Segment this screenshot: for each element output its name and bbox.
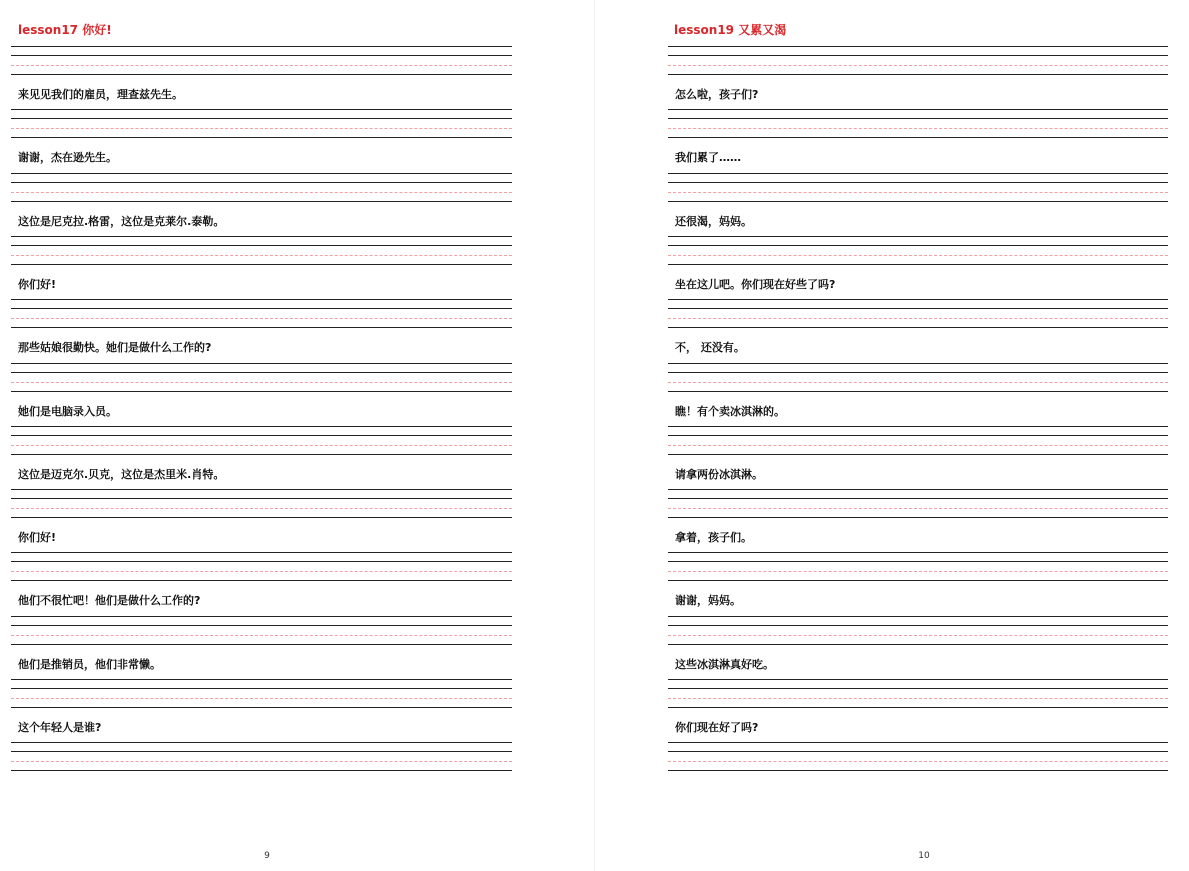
guide-line-red <box>668 698 1168 699</box>
guide-line <box>668 173 1168 174</box>
guide-line <box>668 264 1168 265</box>
guide-line <box>668 245 1168 246</box>
guide-line <box>668 363 1168 364</box>
sentence: 这位是尼克拉.格雷，这位是克莱尔.泰勒。 <box>18 214 225 228</box>
guide-line <box>11 245 512 246</box>
sentence: 怎么啦，孩子们? <box>675 88 759 101</box>
guide-line <box>11 751 512 752</box>
lesson-title: lesson19 又累又渴 <box>674 23 787 37</box>
guide-line <box>11 679 512 680</box>
guide-line-red <box>11 698 512 699</box>
guide-line-red <box>11 761 512 762</box>
guide-line <box>11 489 512 490</box>
guide-line <box>668 118 1168 119</box>
guide-line <box>11 688 512 689</box>
guide-line <box>668 137 1168 138</box>
guide-line-red <box>668 192 1168 193</box>
guide-line <box>668 454 1168 455</box>
guide-line <box>668 751 1168 752</box>
page-number: 9 <box>264 851 270 861</box>
guide-line <box>668 435 1168 436</box>
guide-line <box>11 363 512 364</box>
guide-line-red <box>668 382 1168 383</box>
guide-line <box>11 46 512 47</box>
guide-line <box>11 173 512 174</box>
guide-line <box>11 201 512 202</box>
sentence: 你们好! <box>18 531 57 545</box>
guide-line <box>11 426 512 427</box>
sentence: 这位是迈克尔.贝克，这位是杰里米.肖特。 <box>18 467 225 481</box>
guide-line <box>668 201 1168 202</box>
guide-line <box>11 770 512 771</box>
guide-line <box>11 580 512 581</box>
sentence: 谢谢，妈妈。 <box>675 594 741 608</box>
sentence: 谢谢，杰在逊先生。 <box>18 151 117 165</box>
guide-line <box>11 327 512 328</box>
sentence: 你们好! <box>18 277 57 291</box>
guide-line-red <box>668 318 1168 319</box>
guide-line <box>11 498 512 499</box>
guide-line <box>11 137 512 138</box>
guide-line-red <box>11 382 512 383</box>
guide-line-red <box>668 508 1168 509</box>
sentence: 来见见我们的雇员，理查兹先生。 <box>18 88 183 101</box>
guide-line <box>668 46 1168 47</box>
guide-line-red <box>11 508 512 509</box>
guide-line <box>668 561 1168 562</box>
guide-line <box>668 552 1168 553</box>
page-number: 10 <box>918 851 930 861</box>
guide-line <box>668 55 1168 56</box>
guide-line <box>668 74 1168 75</box>
guide-line <box>668 182 1168 183</box>
guide-line <box>668 644 1168 645</box>
sentence: 瞧！有个卖冰淇淋的。 <box>675 404 785 418</box>
sentence: 那些姑娘很勤快。她们是做什么工作的? <box>18 341 212 355</box>
guide-line <box>668 299 1168 300</box>
guide-line <box>668 489 1168 490</box>
guide-line <box>668 517 1168 518</box>
guide-line <box>668 616 1168 617</box>
guide-line <box>11 372 512 373</box>
guide-line <box>11 644 512 645</box>
guide-line <box>668 742 1168 743</box>
guide-line <box>11 616 512 617</box>
guide-line <box>668 625 1168 626</box>
guide-line <box>11 707 512 708</box>
guide-line <box>668 498 1168 499</box>
sentence: 他们不很忙吧！他们是做什么工作的? <box>18 594 201 608</box>
guide-line <box>11 236 512 237</box>
sentence: 她们是电脑录入员。 <box>18 404 117 418</box>
guide-line <box>668 770 1168 771</box>
guide-line-red <box>668 65 1168 66</box>
sentence: 还很渴，妈妈。 <box>675 214 752 228</box>
guide-line <box>11 561 512 562</box>
guide-line <box>11 109 512 110</box>
guide-line <box>668 109 1168 110</box>
guide-line-red <box>11 571 512 572</box>
guide-line-red <box>668 761 1168 762</box>
guide-line <box>11 625 512 626</box>
guide-line <box>11 517 512 518</box>
guide-line <box>668 308 1168 309</box>
right-page <box>595 0 1189 871</box>
guide-line-red <box>11 192 512 193</box>
lesson-title: lesson17 你好! <box>18 23 112 37</box>
guide-line-red <box>11 635 512 636</box>
guide-line-red <box>11 445 512 446</box>
guide-line <box>11 74 512 75</box>
guide-line-red <box>11 255 512 256</box>
guide-line-red <box>11 318 512 319</box>
guide-line <box>11 391 512 392</box>
guide-line <box>668 679 1168 680</box>
guide-line-red <box>668 255 1168 256</box>
guide-line <box>11 742 512 743</box>
guide-line-red <box>668 571 1168 572</box>
guide-line <box>11 299 512 300</box>
guide-line <box>11 182 512 183</box>
guide-line <box>668 327 1168 328</box>
guide-line <box>11 55 512 56</box>
sentence: 这个年轻人是谁? <box>18 721 102 734</box>
guide-line <box>668 688 1168 689</box>
sentence: 你们现在好了吗? <box>675 721 759 734</box>
sentence: 坐在这儿吧。你们现在好些了吗? <box>675 277 836 291</box>
guide-line-red <box>668 128 1168 129</box>
guide-line <box>11 552 512 553</box>
guide-line <box>668 426 1168 427</box>
guide-line <box>11 118 512 119</box>
sentence: 我们累了…… <box>675 151 741 165</box>
sentence: 他们是推销员，他们非常懒。 <box>18 657 161 671</box>
guide-line <box>668 236 1168 237</box>
guide-line <box>11 435 512 436</box>
sentence: 请拿两份冰淇淋。 <box>675 467 763 481</box>
guide-line <box>668 391 1168 392</box>
sentence: 拿着，孩子们。 <box>675 531 752 545</box>
guide-line <box>11 308 512 309</box>
left-page <box>0 0 594 871</box>
guide-line-red <box>11 65 512 66</box>
guide-line <box>668 372 1168 373</box>
sentence: 这些冰淇淋真好吃。 <box>675 657 774 671</box>
sentence: 不， 还没有。 <box>675 341 745 355</box>
guide-line-red <box>668 635 1168 636</box>
guide-line <box>668 580 1168 581</box>
guide-line-red <box>668 445 1168 446</box>
guide-line <box>668 707 1168 708</box>
guide-line-red <box>11 128 512 129</box>
guide-line <box>11 264 512 265</box>
guide-line <box>11 454 512 455</box>
